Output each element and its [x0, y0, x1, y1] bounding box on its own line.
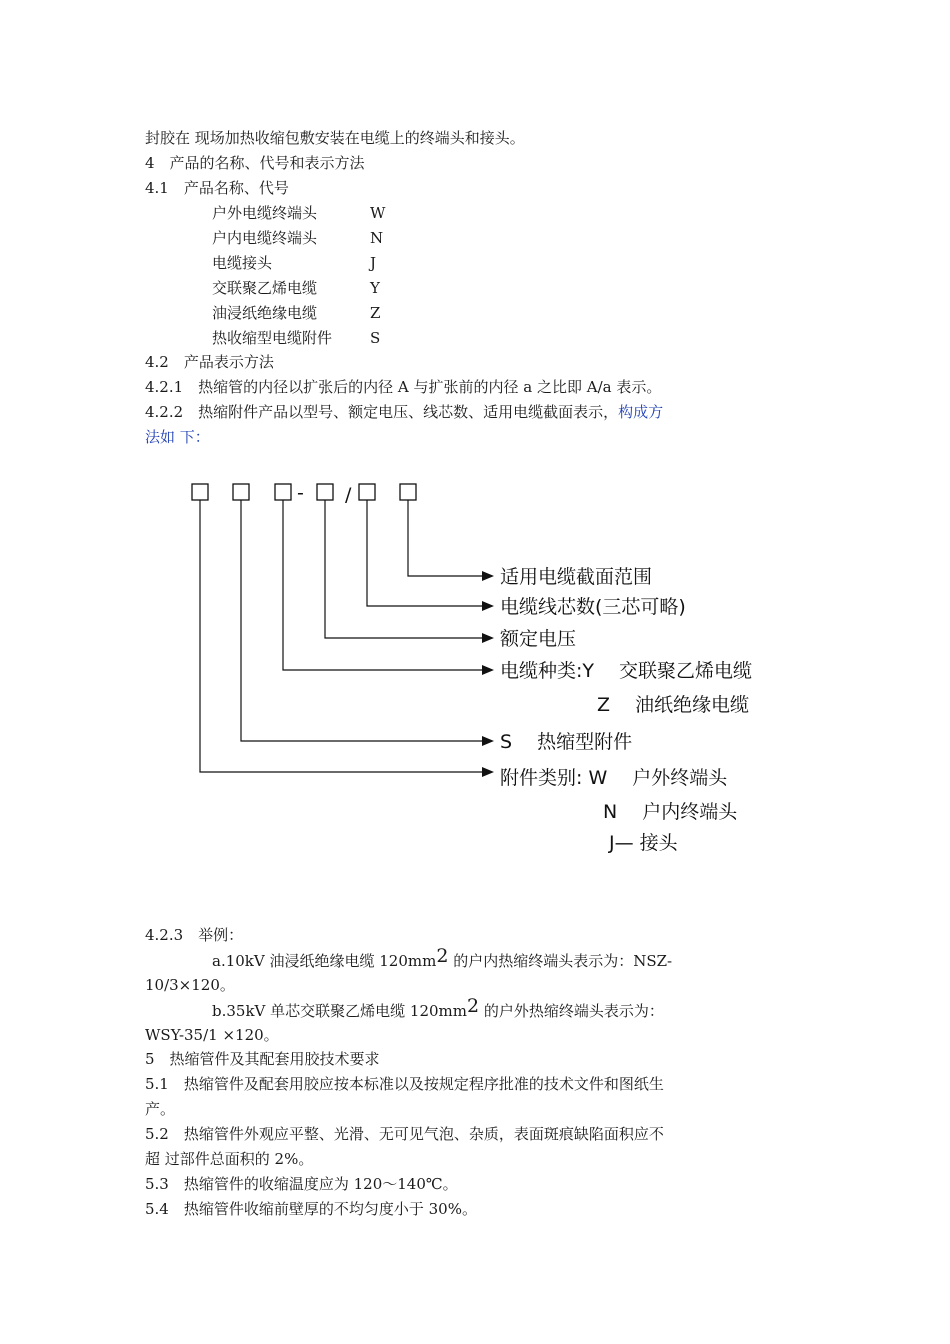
arrow-head: [482, 571, 494, 581]
section-4-1-title: 4.1 产品名称、代号: [145, 179, 289, 197]
section-4-2-3-title: 4.2.3 举例：: [145, 926, 244, 944]
product-code: W: [370, 204, 386, 222]
arrow-heads: [482, 571, 494, 777]
example-b-superscript: 2: [467, 995, 480, 1017]
code-box-6: [400, 484, 416, 500]
section-4-2-2-part-b: 构成方: [618, 403, 664, 421]
product-code: N: [370, 229, 384, 247]
arrow-head: [482, 633, 494, 643]
example-a: [212, 945, 673, 971]
product-code: S: [370, 329, 381, 347]
arrow-head: [482, 767, 494, 777]
code-box-1: [192, 484, 208, 500]
example-a-cont: 10/3×120。: [145, 976, 235, 994]
code-box-4: [317, 484, 333, 500]
leader-section: [408, 500, 484, 576]
intro-text: 封胶在 现场加热收缩包敷安装在电缆上的终端头和接头。: [145, 129, 525, 147]
example-b-cont: WSY-35/1 ×120。: [145, 1026, 279, 1044]
label-voltage: 额定电压: [500, 628, 577, 650]
label-acc-j: J— 接头: [609, 832, 678, 854]
product-name: 交联聚乙烯电缆: [212, 279, 318, 297]
example-a-part2: 的户内热缩终端头表示为：NSZ-: [448, 952, 673, 970]
code-dash: -: [297, 482, 304, 504]
section-5-2-cont: 超 过部件总面积的 2%。: [145, 1150, 314, 1168]
example-a-superscript: 2: [436, 945, 449, 967]
label-cores: 电缆线芯数(三芯可略): [500, 596, 686, 618]
label-s: S 热缩型附件: [500, 731, 633, 753]
product-code: Y: [370, 279, 380, 297]
label-cable-z: Z 油纸绝缘电缆: [597, 694, 750, 716]
code-boxes: [192, 484, 416, 500]
label-section: 适用电缆截面范围: [500, 566, 653, 588]
section-5-1-cont: 产。: [145, 1100, 176, 1118]
section-4-title: 4 产品的名称、代号和表示方法: [145, 154, 365, 172]
product-name: 户内电缆终端头: [212, 229, 318, 247]
product-name: 油浸纸绝缘电缆: [212, 304, 318, 322]
section-5-title: 5 热缩管件及其配套用胶技术要求: [145, 1050, 380, 1068]
product-name: 户外电缆终端头: [212, 204, 318, 222]
example-b-part1: b.35kV 单芯交联聚乙烯电缆 120mm: [212, 1002, 467, 1020]
leader-cores: [367, 500, 484, 606]
code-box-3: [275, 484, 291, 500]
leader-s: [241, 500, 484, 741]
product-name: 电缆接头: [212, 254, 273, 272]
code-box-2: [233, 484, 249, 500]
label-acc-kind: 附件类别: W 户外终端头: [500, 767, 728, 789]
section-4-2-2-part-a: 4.2.2 热缩附件产品以型号、额定电压、线芯数、适用电缆截面表示，: [145, 403, 619, 421]
example-b-part2: 的户外热缩终端头表示为：: [479, 1002, 664, 1020]
code-box-5: [359, 484, 375, 500]
product-code: Z: [370, 304, 381, 322]
arrow-head: [482, 601, 494, 611]
leader-acc-kind: [200, 500, 484, 772]
leader-cable-kind: [283, 500, 484, 670]
section-4-2-1-text: 4.2.1 热缩管的内径以扩张后的内径 A 与扩张前的内径 a 之比即 A/a 表示。: [145, 378, 662, 396]
section-5-1-text: 5.1 热缩管件及配套用胶应按本标准以及按规定程序批准的技术文件和图纸生: [145, 1075, 664, 1093]
example-b: [212, 995, 664, 1021]
example-a-part1: a.10kV 油浸纸绝缘电缆 120mm: [212, 952, 437, 970]
model-code-diagram: [0, 470, 950, 890]
label-acc-n: N 户内终端头: [603, 801, 738, 823]
code-slash: /: [345, 484, 352, 506]
label-cable-kind: 电缆种类:Y 交联聚乙烯电缆: [500, 660, 753, 682]
section-5-3-text: 5.3 热缩管件的收缩温度应为 120～140℃。: [145, 1175, 458, 1193]
section-4-2-2-cont: 法如 下：: [145, 428, 210, 446]
leader-lines: [200, 500, 484, 772]
arrow-head: [482, 665, 494, 675]
product-code: J: [370, 254, 377, 272]
product-name: 热收缩型电缆附件: [212, 329, 333, 347]
section-5-4-text: 5.4 热缩管件收缩前壁厚的不均匀度小于 30%。: [145, 1200, 477, 1218]
section-4-2-title: 4.2 产品表示方法: [145, 353, 274, 371]
section-5-2-text: 5.2 热缩管件外观应平整、光滑、无可见气泡、杂质，表面斑痕缺陷面积应不: [145, 1125, 664, 1143]
section-4-2-2-text: [145, 402, 663, 422]
arrow-head: [482, 736, 494, 746]
leader-voltage: [325, 500, 484, 638]
